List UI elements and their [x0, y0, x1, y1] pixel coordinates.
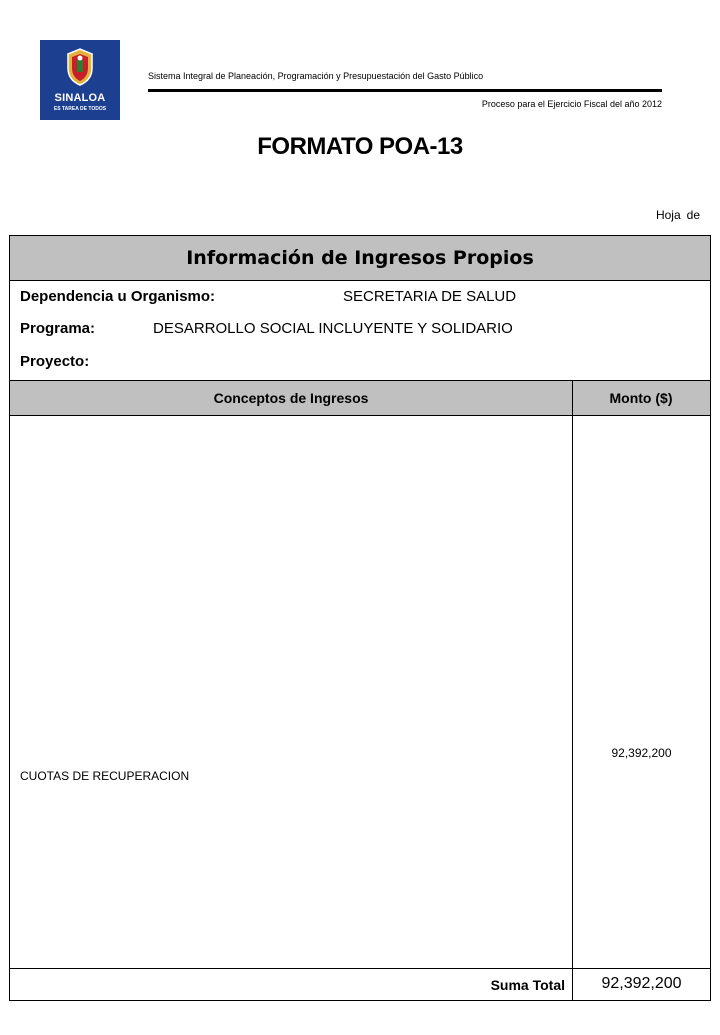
- sheet-of-label: de: [686, 208, 700, 222]
- dependencia-label: Dependencia u Organismo:: [20, 288, 216, 305]
- column-header-amount: Monto ($): [609, 390, 673, 406]
- sheet-label: Hoja: [655, 208, 681, 222]
- fiscal-process-label: Proceso para el Ejercicio Fiscal del año 2012: [481, 99, 662, 109]
- section-title: Información de Ingresos Propios: [10, 236, 710, 281]
- system-name: Sistema Integral de Planeación, Programación y Presupuestación del Gasto Público: [148, 71, 484, 81]
- total-divider: [10, 968, 710, 969]
- coat-of-arms-icon: [66, 48, 94, 86]
- dependencia-value: SECRETARIA DE SALUD: [343, 288, 517, 305]
- row-concept: CUOTAS DE RECUPERACION: [20, 769, 190, 783]
- logo-tagline: ES TAREA DE TODOS: [53, 106, 107, 112]
- dependencia-row: [20, 288, 517, 305]
- programa-label: Programa:: [20, 320, 96, 337]
- total-label: Suma Total: [490, 977, 565, 993]
- table-header: [10, 380, 710, 416]
- sheet-indicator: [656, 208, 700, 222]
- column-divider: [572, 380, 573, 1000]
- format-title: FORMATO POA-13: [257, 133, 463, 160]
- programa-row: [20, 320, 513, 337]
- header-divider: [148, 89, 662, 92]
- row-amount: 92,392,200: [611, 746, 672, 760]
- total-value: 92,392,200: [601, 975, 682, 992]
- proyecto-label: Proyecto:: [20, 353, 90, 370]
- column-header-concept: Conceptos de Ingresos: [213, 390, 369, 406]
- income-form: [9, 235, 711, 1001]
- programa-value: DESARROLLO SOCIAL INCLUYENTE Y SOLIDARIO: [153, 320, 513, 337]
- sinaloa-logo: [40, 40, 120, 120]
- logo-brand-text: SINALOA: [54, 92, 106, 104]
- proyecto-row: [20, 353, 89, 370]
